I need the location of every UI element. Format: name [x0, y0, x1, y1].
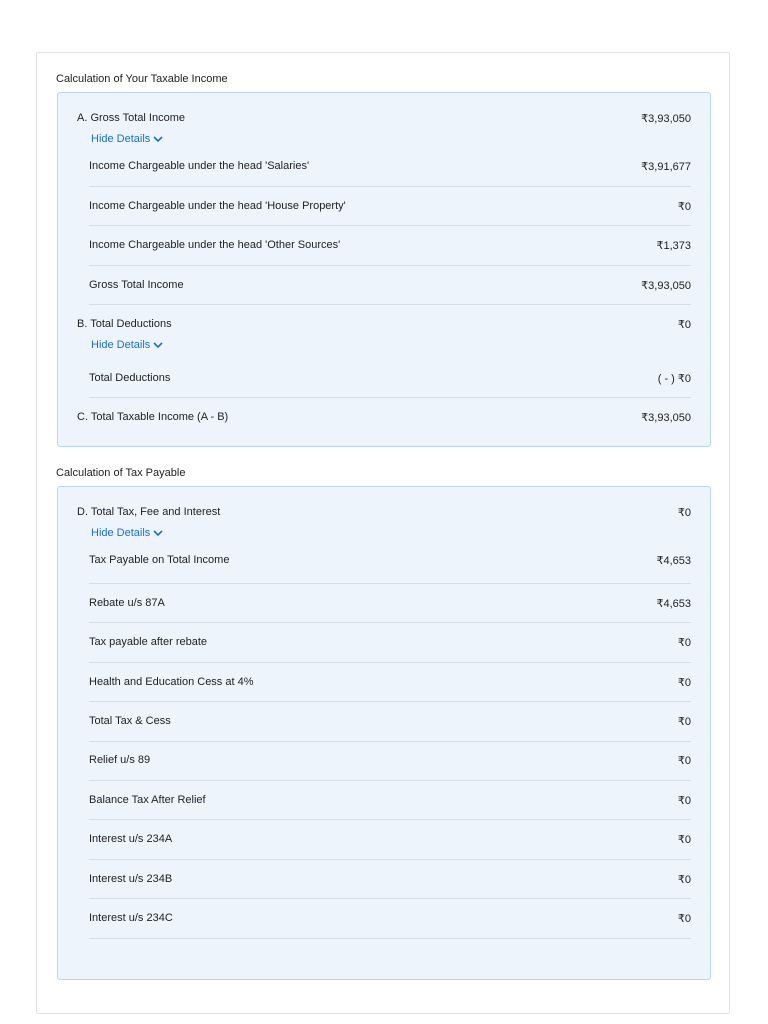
hide-details-label: Hide Details: [91, 339, 151, 351]
divider: [89, 225, 691, 226]
tax-row-value: ₹0: [677, 677, 691, 689]
tax-row: [58, 794, 710, 808]
tax-row-value: ₹0: [677, 637, 691, 649]
tax-row-label: Interest u/s 234A: [89, 833, 173, 845]
gross-total-income-row: [58, 112, 710, 126]
tax-row-value: ₹0: [677, 874, 691, 886]
hide-details-income-link[interactable]: [91, 133, 163, 145]
tax-row-value: ₹4,653: [656, 555, 691, 567]
tax-row-label: Tax payable after rebate: [89, 636, 208, 648]
tax-row: [58, 873, 710, 887]
taxable-income-value: ₹3,93,050: [641, 412, 691, 424]
divider: [89, 701, 691, 702]
tax-row-label: Health and Education Cess at 4%: [89, 676, 254, 688]
tax-row-label: Total Tax & Cess: [89, 715, 171, 727]
total-deductions-row: [58, 318, 710, 332]
total-deductions-value: ₹0: [677, 319, 691, 331]
total-tax-value: ₹0: [677, 507, 691, 519]
tax-row-value: ₹0: [677, 755, 691, 767]
tax-row-label: Relief u/s 89: [89, 754, 151, 766]
tax-row-value: ₹0: [677, 913, 691, 925]
divider: [89, 397, 691, 398]
other-sources-row: [58, 239, 710, 253]
hide-details-label: Hide Details: [91, 133, 151, 145]
divider: [89, 186, 691, 187]
gross-total-sub-value: ₹3,93,050: [641, 280, 691, 292]
divider: [89, 622, 691, 623]
divider: [89, 583, 691, 584]
tax-row: [58, 676, 710, 690]
house-property-value: ₹0: [677, 201, 691, 213]
tax-summary-card: [36, 52, 730, 1014]
other-sources-label: Income Chargeable under the head 'Other Sources': [89, 239, 341, 251]
tax-row: [58, 715, 710, 729]
salaries-row: [58, 160, 710, 174]
divider: [89, 741, 691, 742]
divider: [89, 304, 691, 305]
taxable-income-section-title: Calculation of Your Taxable Income: [56, 73, 228, 85]
taxable-income-panel: [57, 92, 711, 447]
hide-details-label: Hide Details: [91, 527, 151, 539]
tax-row-value: ₹0: [677, 795, 691, 807]
tax-payable-section-title: Calculation of Tax Payable: [56, 467, 186, 479]
chevron-down-icon: [153, 342, 163, 349]
house-property-label: Income Chargeable under the head 'House Property': [89, 200, 346, 212]
total-tax-label: D. Total Tax, Fee and Interest: [77, 506, 221, 518]
chevron-down-icon: [153, 136, 163, 143]
deductions-sub-value: ( - ) ₹0: [657, 373, 691, 385]
house-property-row: [58, 200, 710, 214]
gross-total-income-value: ₹3,93,050: [641, 113, 691, 125]
other-sources-value: ₹1,373: [656, 240, 691, 252]
tax-row-value: ₹4,653: [656, 598, 691, 610]
tax-row: [58, 554, 710, 568]
hide-details-deductions-link[interactable]: [91, 339, 163, 351]
tax-row-value: ₹0: [677, 716, 691, 728]
gross-total-income-label: A. Gross Total Income: [77, 112, 186, 124]
tax-row-label: Interest u/s 234B: [89, 873, 173, 885]
tax-row-label: Interest u/s 234C: [89, 912, 173, 924]
gross-total-sub-label: Gross Total Income: [89, 279, 184, 291]
tax-row: [58, 833, 710, 847]
tax-row: [58, 636, 710, 650]
tax-row: [58, 597, 710, 611]
taxable-income-label: C. Total Taxable Income (A - B): [77, 411, 229, 423]
divider: [89, 859, 691, 860]
divider: [89, 662, 691, 663]
tax-row-label: Balance Tax After Relief: [89, 794, 206, 806]
tax-row-label: Tax Payable on Total Income: [89, 554, 230, 566]
total-tax-row: [58, 506, 710, 520]
total-deductions-label: B. Total Deductions: [77, 318, 172, 330]
divider: [89, 265, 691, 266]
chevron-down-icon: [153, 530, 163, 537]
divider: [89, 938, 691, 939]
divider: [89, 898, 691, 899]
deductions-sub-row: [58, 372, 710, 386]
tax-row: [58, 754, 710, 768]
tax-row-value: ₹0: [677, 834, 691, 846]
tax-payable-panel: [57, 486, 711, 980]
hide-details-tax-link[interactable]: [91, 527, 163, 539]
salaries-label: Income Chargeable under the head 'Salaries': [89, 160, 310, 172]
tax-row-label: Rebate u/s 87A: [89, 597, 165, 609]
tax-row: [58, 912, 710, 926]
taxable-income-row: [58, 411, 710, 425]
divider: [89, 780, 691, 781]
gross-total-sub-row: [58, 279, 710, 293]
divider: [89, 819, 691, 820]
deductions-sub-label: Total Deductions: [89, 372, 171, 384]
salaries-value: ₹3,91,677: [641, 161, 691, 173]
